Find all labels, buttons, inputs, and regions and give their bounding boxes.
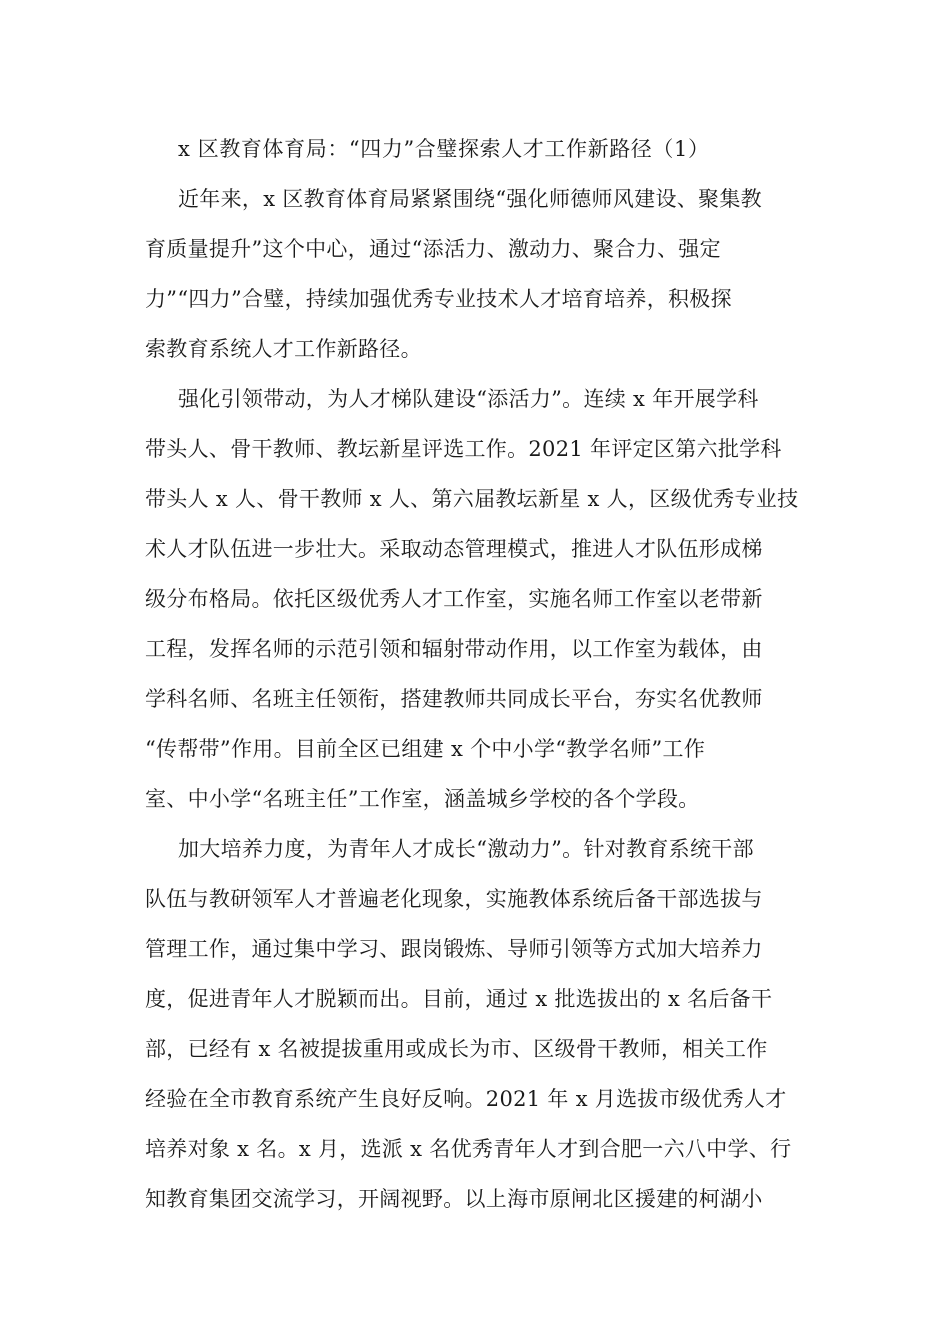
paragraph-line: 度，促进青年人才脱颖而出。目前，通过 x 批选拔出的 x 名后备干 [145, 987, 773, 1011]
paragraph-line: 管理工作，通过集中学习、跟岗锻炼、导师引领等方式加大培养力 [145, 937, 763, 961]
paragraph-line: 近年来，x 区教育体育局紧紧围绕“强化师德师风建设、聚集教 [178, 187, 762, 211]
paragraph-line: 学科名师、名班主任领衔，搭建教师共同成长平台，夯实名优教师 [145, 687, 763, 711]
paragraph-line: 索教育系统人才工作新路径。 [145, 337, 422, 361]
paragraph-line: 队伍与教研领军人才普遍老化现象，实施教体系统后备干部选拔与 [145, 887, 763, 911]
paragraph-line: 力”“四力”合璧，持续加强优秀专业技术人才培育培养，积极探 [145, 287, 732, 311]
paragraph-line: 室、中小学“名班主任”工作室，涵盖城乡学校的各个学段。 [145, 787, 700, 811]
paragraph-line: 术人才队伍进一步壮大。采取动态管理模式，推进人才队伍形成梯 [145, 537, 763, 561]
document-body [145, 124, 807, 1224]
paragraph-line: 工程，发挥名师的示范引领和辐射带动作用，以工作室为载体，由 [145, 637, 763, 661]
paragraph-line: 育质量提升”这个中心，通过“添活力、激动力、聚合力、强定 [145, 237, 721, 261]
paragraph-line: 经验在全市教育系统产生良好反响。2021 年 x 月选拔市级优秀人才 [145, 1087, 787, 1111]
paragraph-line: 培养对象 x 名。x 月，选派 x 名优秀青年人才到合肥一六八中学、行 [145, 1137, 792, 1161]
paragraph-1 [145, 174, 807, 374]
paragraph-line: “传帮带”作用。目前全区已组建 x 个中小学“教学名师”工作 [145, 737, 706, 761]
paragraph-2 [145, 374, 807, 824]
paragraph-line: 知教育集团交流学习，开阔视野。以上海市原闸北区援建的柯湖小 [145, 1187, 763, 1211]
document-title: x 区教育体育局：“四力”合璧探索人才工作新路径（1） [178, 137, 710, 161]
paragraph-line: 级分布格局。依托区级优秀人才工作室，实施名师工作室以老带新 [145, 587, 763, 611]
paragraph-3 [145, 824, 807, 1224]
paragraph-line: 带头人、骨干教师、教坛新星评选工作。2021 年评定区第六批学科 [145, 437, 782, 461]
paragraph-line: 部，已经有 x 名被提拔重用或成长为市、区级骨干教师，相关工作 [145, 1037, 768, 1061]
paragraph-line: 带头人 x 人、骨干教师 x 人、第六届教坛新星 x 人，区级优秀专业技 [145, 487, 799, 511]
paragraph-line: 强化引领带动，为人才梯队建设“添活力”。连续 x 年开展学科 [178, 387, 759, 411]
paragraph-line: 加大培养力度，为青年人才成长“激动力”。针对教育系统干部 [178, 837, 754, 861]
